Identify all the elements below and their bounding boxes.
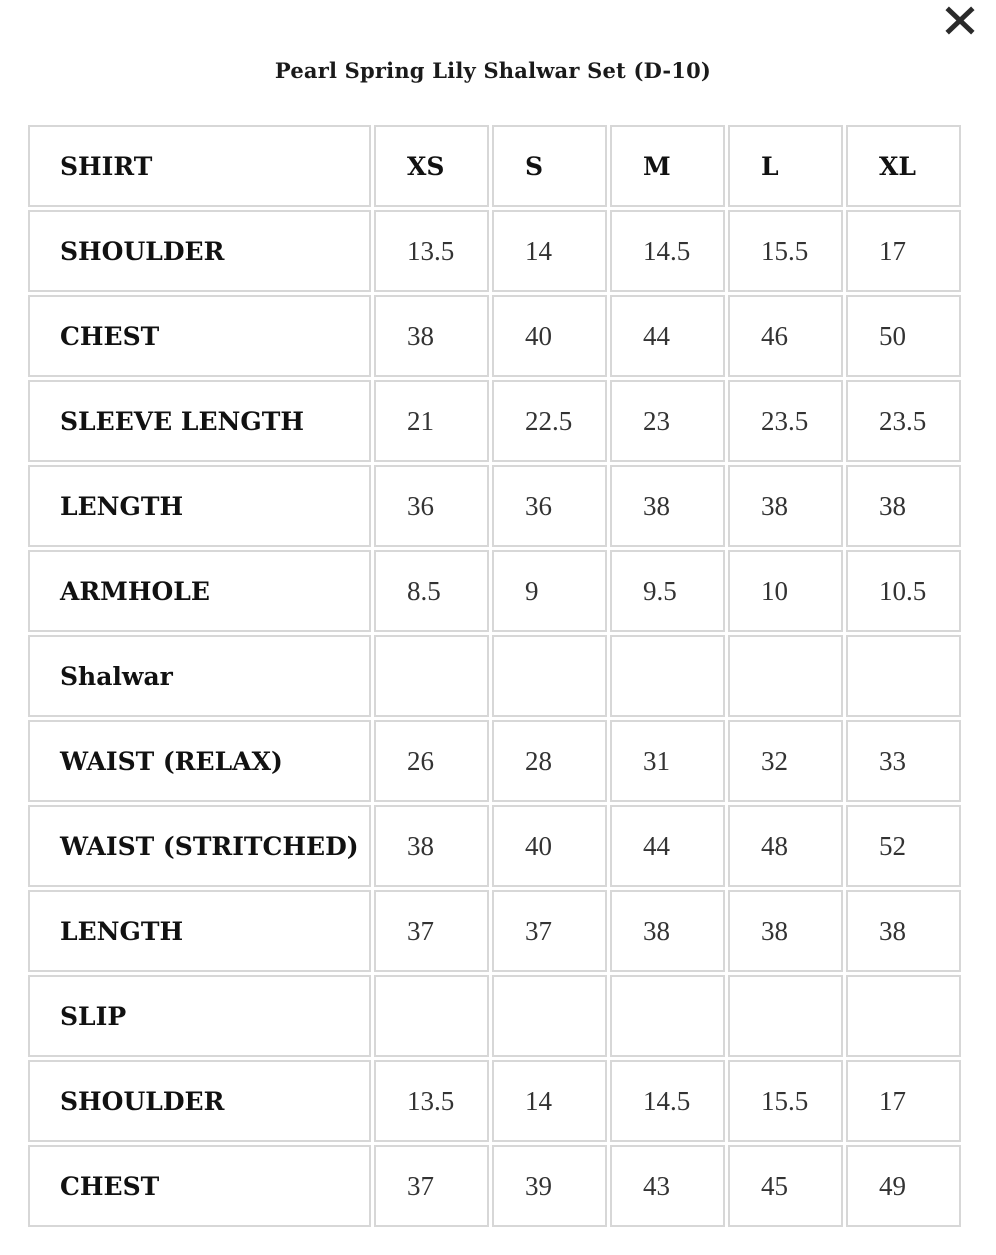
- row-value-cell: [610, 975, 725, 1057]
- row-value-cell: 9.5: [610, 550, 725, 632]
- row-value-cell: 14: [492, 210, 607, 292]
- row-value-cell: [846, 635, 961, 717]
- header-cell-m: M: [610, 125, 725, 207]
- table-row: [28, 1060, 961, 1142]
- row-value-cell: 32: [728, 720, 843, 802]
- row-value-cell: 36: [374, 465, 489, 547]
- table-row: [28, 975, 961, 1057]
- row-value-cell: [374, 975, 489, 1057]
- row-label: LENGTH: [28, 465, 371, 547]
- header-cell-category: SHIRT: [28, 125, 371, 207]
- row-value-cell: 40: [492, 805, 607, 887]
- table-row: [28, 1145, 961, 1227]
- row-value-cell: 10.5: [846, 550, 961, 632]
- row-value-cell: 43: [610, 1145, 725, 1227]
- row-value-cell: 38: [728, 890, 843, 972]
- row-value-cell: 36: [492, 465, 607, 547]
- close-icon: [940, 0, 980, 40]
- row-value-cell: [728, 635, 843, 717]
- row-value-cell: 49: [846, 1145, 961, 1227]
- table-row: [28, 210, 961, 292]
- row-label: SLIP: [28, 975, 371, 1057]
- row-value-cell: 44: [610, 295, 725, 377]
- row-label: LENGTH: [28, 890, 371, 972]
- row-label: WAIST (STRITCHED): [28, 805, 371, 887]
- header-cell-xs: XS: [374, 125, 489, 207]
- table-row: [28, 380, 961, 462]
- table-header-row: [28, 125, 961, 207]
- row-value-cell: 37: [374, 890, 489, 972]
- size-chart-table: [25, 122, 964, 1230]
- row-value-cell: 38: [610, 465, 725, 547]
- row-value-cell: [846, 975, 961, 1057]
- row-value-cell: [728, 975, 843, 1057]
- row-value-cell: 40: [492, 295, 607, 377]
- row-value-cell: 17: [846, 1060, 961, 1142]
- row-value-cell: 45: [728, 1145, 843, 1227]
- row-value-cell: 8.5: [374, 550, 489, 632]
- row-value-cell: 52: [846, 805, 961, 887]
- row-value-cell: 38: [374, 295, 489, 377]
- row-value-cell: [492, 975, 607, 1057]
- header-cell-xl: XL: [846, 125, 961, 207]
- row-label: SHOULDER: [28, 1060, 371, 1142]
- table-row: [28, 720, 961, 802]
- row-value-cell: 38: [846, 465, 961, 547]
- table-row: [28, 550, 961, 632]
- row-value-cell: 38: [846, 890, 961, 972]
- row-label: CHEST: [28, 295, 371, 377]
- row-value-cell: 15.5: [728, 210, 843, 292]
- close-button[interactable]: [940, 0, 980, 40]
- row-value-cell: 48: [728, 805, 843, 887]
- row-value-cell: 38: [610, 890, 725, 972]
- row-value-cell: 38: [374, 805, 489, 887]
- row-label: SLEEVE LENGTH: [28, 380, 371, 462]
- row-label: WAIST (RELAX): [28, 720, 371, 802]
- table-row: [28, 635, 961, 717]
- row-value-cell: 23: [610, 380, 725, 462]
- table-row: [28, 465, 961, 547]
- row-value-cell: [492, 635, 607, 717]
- row-value-cell: [610, 635, 725, 717]
- row-value-cell: 31: [610, 720, 725, 802]
- row-value-cell: 13.5: [374, 1060, 489, 1142]
- row-value-cell: 22.5: [492, 380, 607, 462]
- row-value-cell: 10: [728, 550, 843, 632]
- row-value-cell: 33: [846, 720, 961, 802]
- row-value-cell: 26: [374, 720, 489, 802]
- row-value-cell: [374, 635, 489, 717]
- row-value-cell: 46: [728, 295, 843, 377]
- row-value-cell: 38: [728, 465, 843, 547]
- row-value-cell: 50: [846, 295, 961, 377]
- row-value-cell: 17: [846, 210, 961, 292]
- table-row: [28, 890, 961, 972]
- row-label: SHOULDER: [28, 210, 371, 292]
- header-cell-s: S: [492, 125, 607, 207]
- row-label: ARMHOLE: [28, 550, 371, 632]
- table-row: [28, 295, 961, 377]
- row-value-cell: 39: [492, 1145, 607, 1227]
- row-value-cell: 28: [492, 720, 607, 802]
- row-value-cell: 23.5: [846, 380, 961, 462]
- row-value-cell: 14: [492, 1060, 607, 1142]
- row-value-cell: 23.5: [728, 380, 843, 462]
- row-value-cell: 15.5: [728, 1060, 843, 1142]
- row-value-cell: 9: [492, 550, 607, 632]
- page-title: Pearl Spring Lily Shalwar Set (D-10): [274, 58, 712, 83]
- table-row: [28, 805, 961, 887]
- row-value-cell: 37: [492, 890, 607, 972]
- row-value-cell: 21: [374, 380, 489, 462]
- row-label: CHEST: [28, 1145, 371, 1227]
- row-label: Shalwar: [28, 635, 371, 717]
- row-value-cell: 14.5: [610, 210, 725, 292]
- header-cell-l: L: [728, 125, 843, 207]
- row-value-cell: 14.5: [610, 1060, 725, 1142]
- row-value-cell: 44: [610, 805, 725, 887]
- row-value-cell: 13.5: [374, 210, 489, 292]
- row-value-cell: 37: [374, 1145, 489, 1227]
